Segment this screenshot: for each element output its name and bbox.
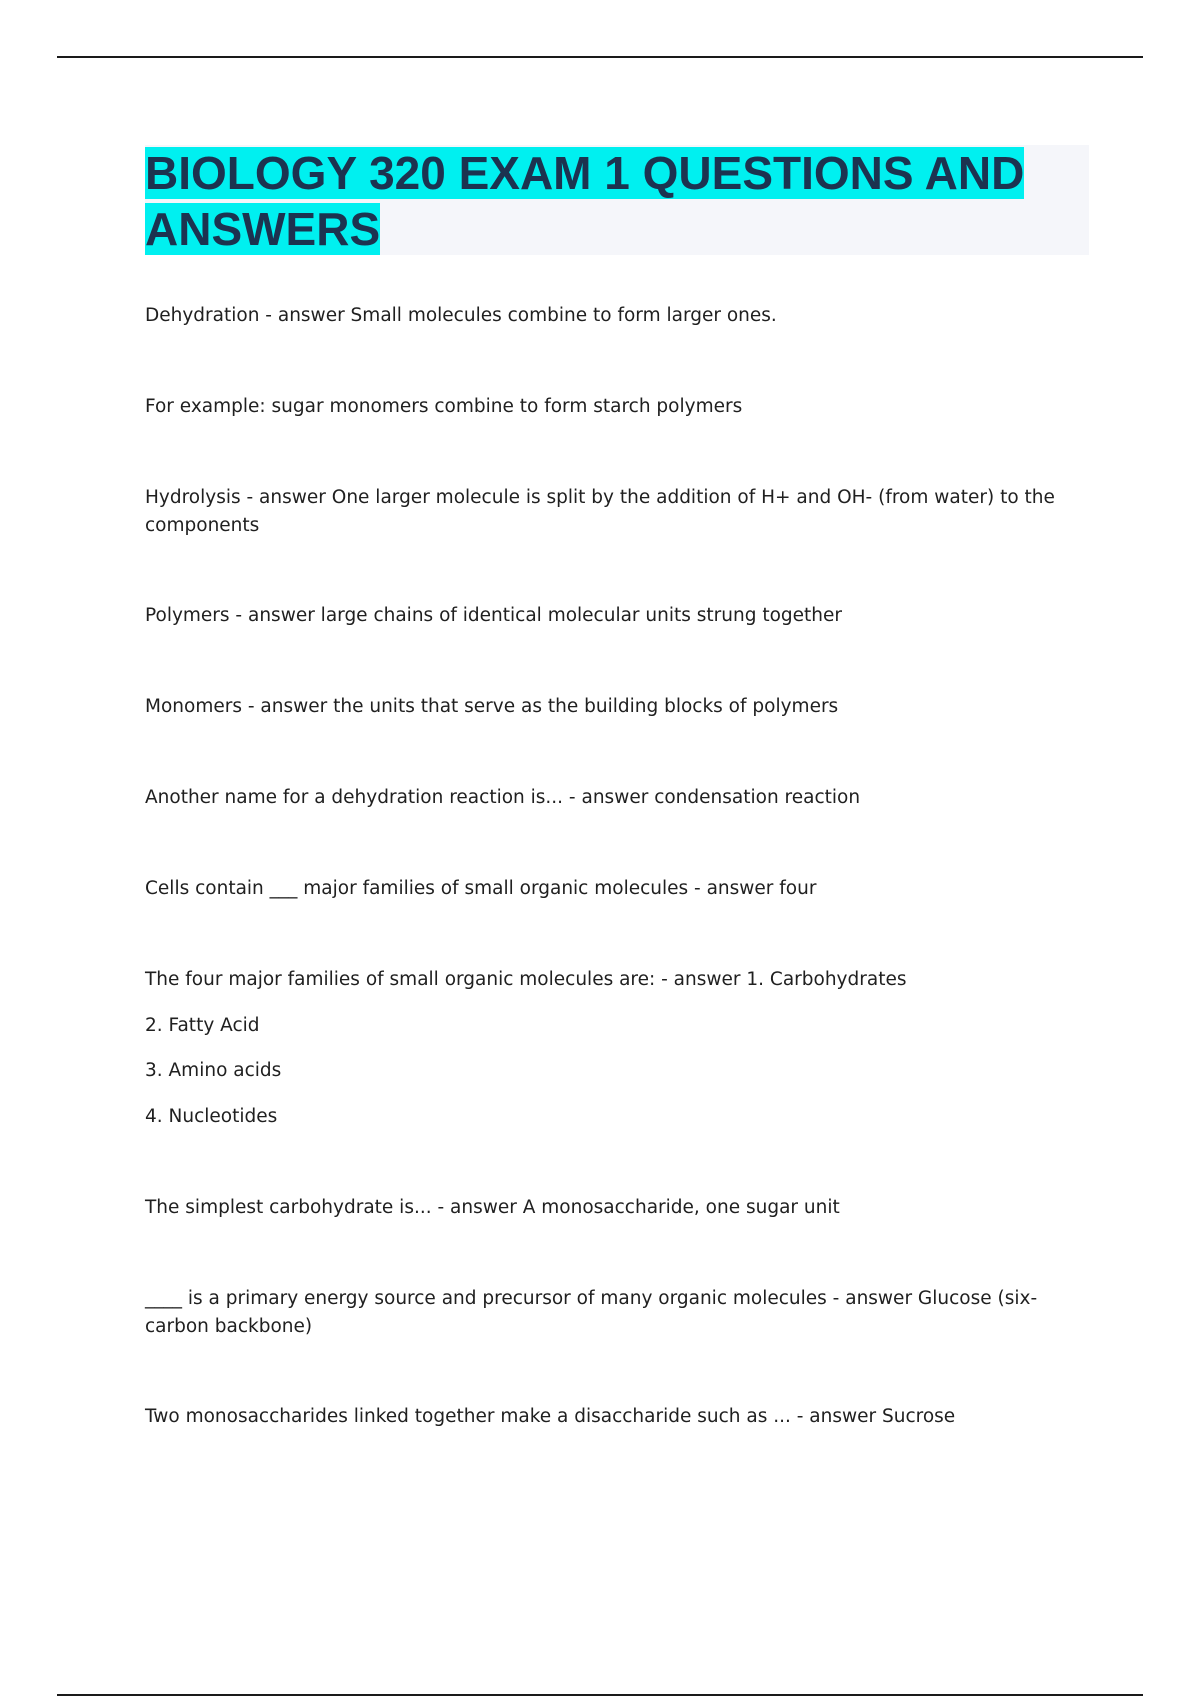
qa-list-item: 4. Nucleotides [145,1106,278,1127]
qa-entry: Hydrolysis - answer One larger molecule is split by the addition of H+ and OH- (from water) to the components [145,487,1055,536]
qa-entry: The four major families of small organic molecules are: - answer 1. Carbohydrates [145,969,907,990]
qa-entry: The simplest carbohydrate is... - answer A monosaccharide, one sugar unit [145,1197,840,1218]
qa-list-item: 3. Amino acids [145,1060,282,1081]
qa-entry: Two monosaccharides linked together make a disaccharide such as ... - answer Sucrose [145,1406,956,1427]
top-rule [57,56,1143,58]
title-line-2: ANSWERS [145,203,381,255]
qa-list-item: 2. Fatty Acid [145,1015,260,1036]
qa-entry: For example: sugar monomers combine to form starch polymers [145,396,743,417]
qa-entry: Cells contain ___ major families of small organic molecules - answer four [145,878,817,899]
qa-entry: Another name for a dehydration reaction is... - answer condensation reaction [145,787,861,808]
qa-entry: Monomers - answer the units that serve as the building blocks of polymers [145,696,839,717]
bottom-rule [57,1694,1143,1696]
qa-entry: Dehydration - answer Small molecules combine to form larger ones. [145,305,777,326]
page-title [145,145,1089,257]
qa-entry: ____ is a primary energy source and precursor of many organic molecules - answer Glucose (six- carbon backbone) [145,1288,1038,1337]
qa-entry: Polymers - answer large chains of identical molecular units strung together [145,605,843,626]
title-line-1: BIOLOGY 320 EXAM 1 QUESTIONS AND [145,147,1025,199]
title-block [145,145,1089,255]
